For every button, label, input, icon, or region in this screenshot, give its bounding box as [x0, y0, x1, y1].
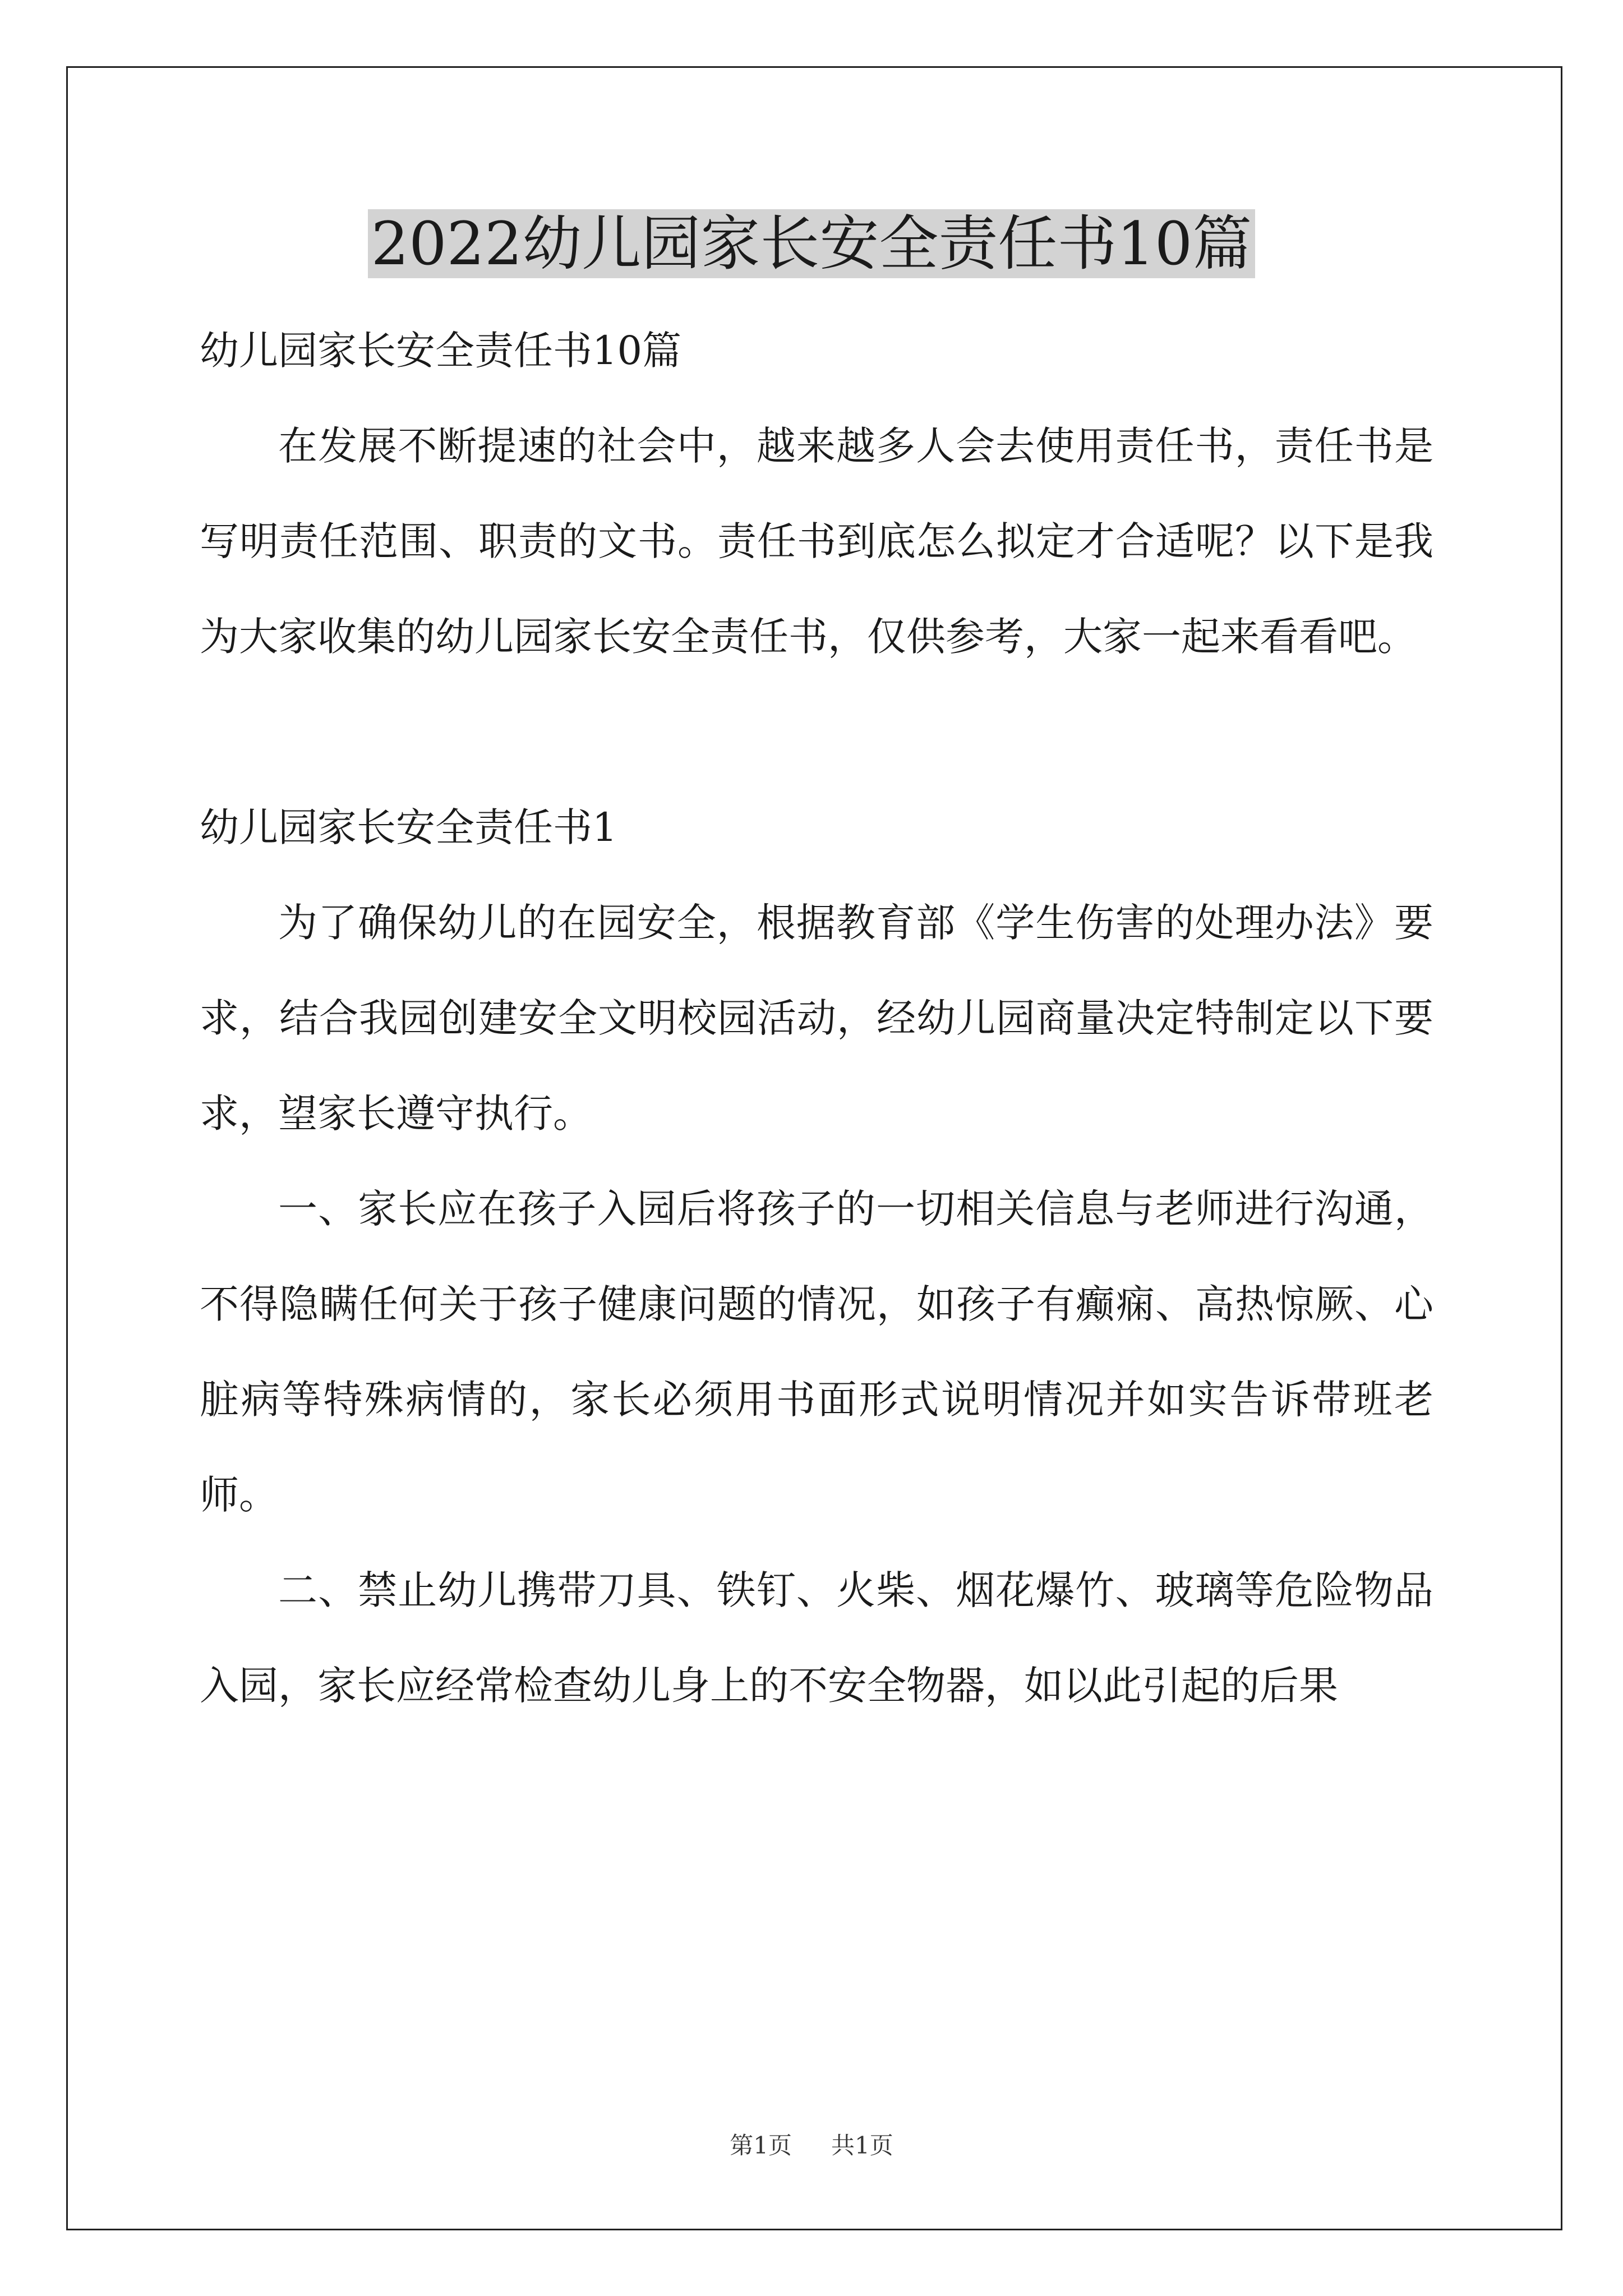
body-paragraph-1: 为了确保幼儿的在园安全，根据教育部《学生伤害的处理办法》要求，结合我园创建安全文明校园活动，经幼儿园商量决定特制定以下要求，望家长遵守执行。	[200, 900, 1433, 1137]
document-title-text: 2022幼儿园家长安全责任书10篇	[368, 209, 1256, 278]
document-title	[0, 202, 1623, 286]
section-spacer	[200, 684, 1433, 780]
document-subtitle: 幼儿园家长安全责任书10篇	[200, 328, 682, 374]
body-paragraph-3: 二、禁止幼儿携带刀具、铁钉、火柴、烟花爆竹、玻璃等危险物品入园，家长应经常检查幼儿身上的不安全物器，如以此引起的后果	[200, 1567, 1433, 1709]
page-total: 共1页	[831, 2132, 893, 2159]
body-paragraph-2: 一、家长应在孩子入园后将孩子的一切相关信息与老师进行沟通，不得隐瞒任何关于孩子健康问题的情况，如孩子有癫痫、高热惊厥、心脏病等特殊病情的，家长必须用书面形式说明情况并如实告诉带班老师。	[200, 1186, 1433, 1518]
page-footer	[0, 2129, 1623, 2162]
section-heading: 幼儿园家长安全责任书1	[200, 804, 617, 850]
intro-paragraph: 在发展不断提速的社会中，越来越多人会去使用责任书，责任书是写明责任范围、职责的文书。责任书到底怎么拟定才合适呢？以下是我为大家收集的幼儿园家长安全责任书，仅供参考，大家一起来看看吧。	[200, 423, 1433, 660]
page-number: 第1页	[730, 2132, 792, 2159]
document-body	[200, 303, 1433, 1733]
